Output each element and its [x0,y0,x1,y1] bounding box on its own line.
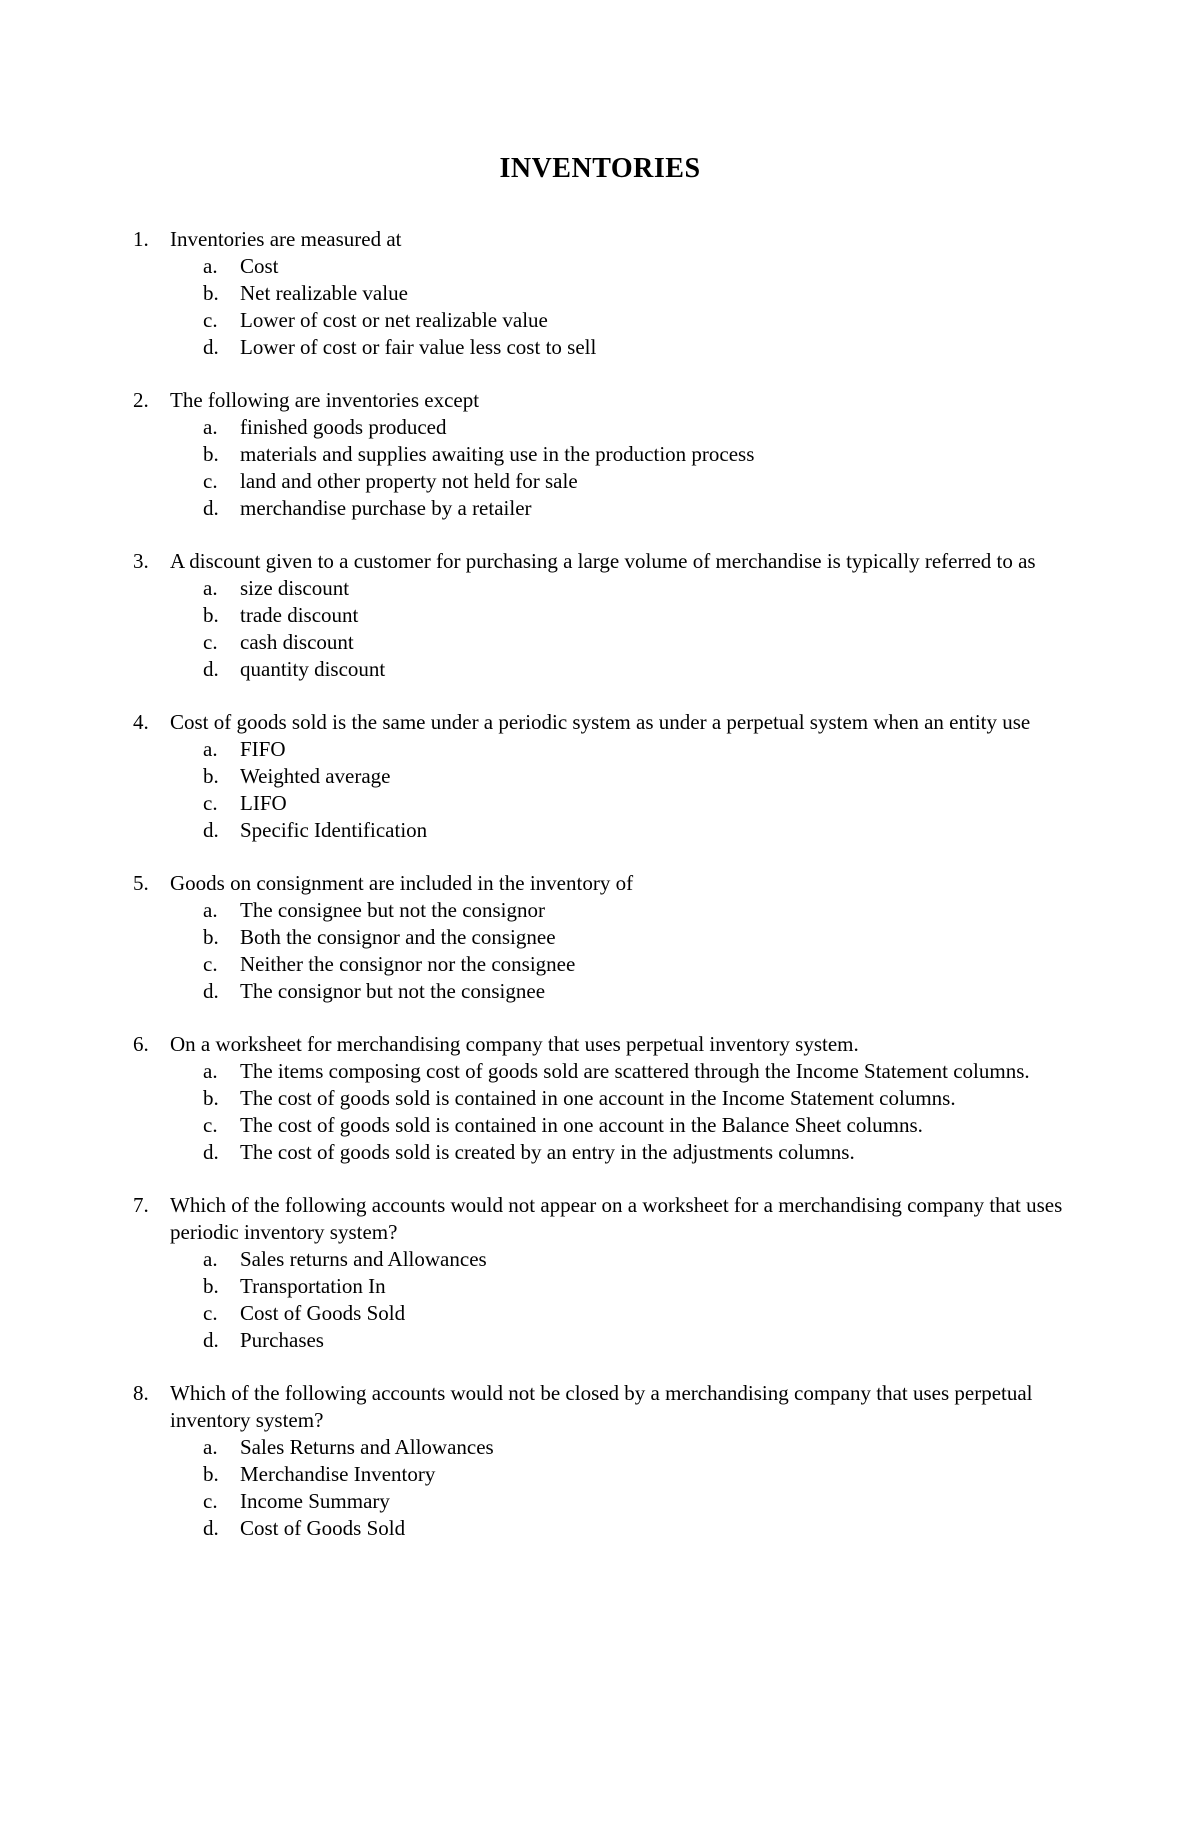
option-item [170,1300,1118,1327]
option-list [170,736,1118,844]
option-text: Transportation In [240,1274,386,1298]
option-text: cash discount [240,630,354,654]
option-letter: b. [203,1462,219,1486]
option-text: The consignee but not the consignor [240,898,546,922]
option-letter: d. [203,1328,219,1352]
option-item [170,1515,1118,1542]
question-list [133,226,1118,1568]
question-number: 7. [133,1193,149,1217]
option-text: The cost of goods sold is contained in one account in the Income Statement columns. [240,1086,956,1110]
option-item [170,897,1118,924]
option-text: LIFO [240,791,287,815]
option-item [170,280,1118,307]
option-text: Cost of Goods Sold [240,1516,406,1540]
option-text: Merchandise Inventory [240,1462,436,1486]
option-list [170,1246,1118,1354]
question-number: 2. [133,388,149,412]
question-text: Which of the following accounts would not appear on a worksheet for a merchandising company that uses periodic inventory system? [170,1193,1063,1244]
question-item [133,709,1118,844]
option-letter: c. [203,630,218,654]
option-letter: a. [203,1059,218,1083]
option-item [170,978,1118,1005]
option-item [170,629,1118,656]
question-text: Inventories are measured at [170,227,402,251]
option-letter: d. [203,1140,219,1164]
option-text: Both the consignor and the consignee [240,925,556,949]
option-item [170,334,1118,361]
option-item [170,1461,1118,1488]
option-letter: d. [203,979,219,1003]
option-item [170,1058,1118,1085]
option-text: Sales returns and Allowances [240,1247,487,1271]
option-text: materials and supplies awaiting use in the production process [240,442,755,466]
question-text: Which of the following accounts would not be closed by a merchandising company that uses perpetual inventory system? [170,1381,1033,1432]
question-text: On a worksheet for merchandising company that uses perpetual inventory system. [170,1032,859,1056]
option-text: The items composing cost of goods sold are scattered through the Income Statement columns. [240,1059,1030,1083]
option-letter: b. [203,925,219,949]
option-item [170,951,1118,978]
question-number: 1. [133,227,149,251]
question-text: Cost of goods sold is the same under a periodic system as under a perpetual system when an entity use [170,710,1031,734]
option-item [170,736,1118,763]
question-item [133,226,1118,361]
option-letter: d. [203,657,219,681]
option-letter: c. [203,469,218,493]
option-letter: a. [203,254,218,278]
option-text: The cost of goods sold is created by an entry in the adjustments columns. [240,1140,855,1164]
question-number: 8. [133,1381,149,1405]
option-letter: c. [203,952,218,976]
option-letter: b. [203,764,219,788]
option-item [170,1327,1118,1354]
option-item [170,1085,1118,1112]
option-text: trade discount [240,603,359,627]
question-number: 6. [133,1032,149,1056]
option-item [170,656,1118,683]
option-text: Income Summary [240,1489,390,1513]
question-item [133,1031,1118,1166]
option-item [170,1246,1118,1273]
question-text: Goods on consignment are included in the inventory of [170,871,634,895]
option-letter: a. [203,1247,218,1271]
option-text: Purchases [240,1328,324,1352]
option-item [170,468,1118,495]
option-text: Cost of Goods Sold [240,1301,406,1325]
option-text: Cost [240,254,279,278]
option-text: Net realizable value [240,281,408,305]
option-item [170,602,1118,629]
option-item [170,790,1118,817]
option-letter: b. [203,1274,219,1298]
question-item [133,387,1118,522]
option-letter: a. [203,737,218,761]
option-text: Neither the consignor nor the consignee [240,952,576,976]
option-text: quantity discount [240,657,386,681]
option-text: The consignor but not the consignee [240,979,546,1003]
option-item [170,1488,1118,1515]
option-text: size discount [240,576,350,600]
option-item [170,1112,1118,1139]
option-text: Specific Identification [240,818,428,842]
option-letter: c. [203,791,218,815]
option-text: merchandise purchase by a retailer [240,496,532,520]
option-item [170,1273,1118,1300]
option-list [170,575,1118,683]
option-letter: d. [203,496,219,520]
option-item [170,253,1118,280]
option-letter: b. [203,442,219,466]
question-item [133,1380,1118,1542]
question-number: 3. [133,549,149,573]
question-item [133,870,1118,1005]
option-letter: c. [203,1489,218,1513]
question-text: A discount given to a customer for purchasing a large volume of merchandise is typically referred to as [170,549,1036,573]
option-letter: d. [203,818,219,842]
option-list [170,253,1118,361]
option-item [170,763,1118,790]
option-item [170,1434,1118,1461]
option-letter: b. [203,603,219,627]
option-item [170,924,1118,951]
option-letter: c. [203,1113,218,1137]
question-item [133,548,1118,683]
option-text: Lower of cost or fair value less cost to sell [240,335,597,359]
question-number: 4. [133,710,149,734]
option-text: Lower of cost or net realizable value [240,308,548,332]
option-item [170,495,1118,522]
option-text: finished goods produced [240,415,447,439]
option-list [170,1434,1118,1542]
page-title: INVENTORIES [499,153,701,184]
option-item [170,1139,1118,1166]
option-letter: a. [203,1435,218,1459]
option-text: land and other property not held for sale [240,469,578,493]
option-letter: b. [203,281,219,305]
question-number: 5. [133,871,149,895]
option-item [170,575,1118,602]
option-letter: a. [203,576,218,600]
option-item [170,307,1118,334]
question-text: The following are inventories except [170,388,480,412]
option-letter: c. [203,308,218,332]
option-list [170,897,1118,1005]
option-text: The cost of goods sold is contained in one account in the Balance Sheet columns. [240,1113,923,1137]
option-letter: c. [203,1301,218,1325]
option-text: Sales Returns and Allowances [240,1435,494,1459]
option-item [170,441,1118,468]
option-list [170,1058,1118,1166]
option-letter: d. [203,335,219,359]
option-item [170,414,1118,441]
option-text: FIFO [240,737,286,761]
option-text: Weighted average [240,764,391,788]
option-letter: a. [203,898,218,922]
option-letter: a. [203,415,218,439]
question-item [133,1192,1118,1354]
option-item [170,817,1118,844]
option-letter: b. [203,1086,219,1110]
option-list [170,414,1118,522]
option-letter: d. [203,1516,219,1540]
